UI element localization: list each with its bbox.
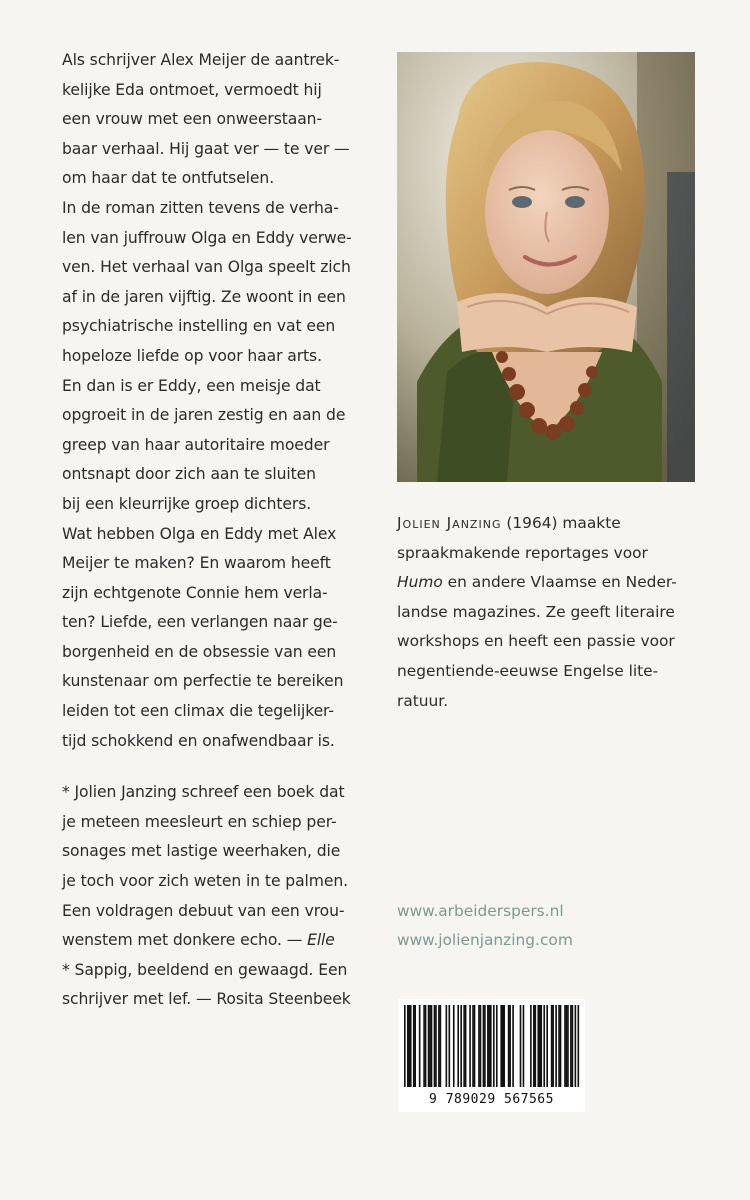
barcode-bar: [414, 1005, 416, 1087]
quote-line: * Sappig, beeldend en gewaagd. Een: [62, 960, 348, 979]
author-name: Jolien Janzing: [397, 514, 502, 532]
barcode-bar: [572, 1005, 574, 1087]
barcode-bar: [543, 1005, 545, 1087]
barcode-bar: [490, 1005, 492, 1087]
barcode-bar: [535, 1005, 537, 1087]
barcode-bar: [474, 1005, 476, 1087]
barcode-bar: [552, 1005, 554, 1087]
barcode-bar: [407, 1005, 409, 1087]
barcode-bar: [489, 1005, 491, 1087]
barcode-bar: [567, 1005, 569, 1087]
blurb-line: borgenheid en de obsessie van een: [62, 642, 337, 661]
author-website-link[interactable]: www.jolienjanzing.com: [397, 931, 573, 949]
barcode-bar: [487, 1005, 489, 1087]
barcode-bar: [472, 1005, 474, 1087]
barcode-bar: [463, 1005, 465, 1087]
barcode-bar: [410, 1005, 412, 1087]
barcode-bar: [558, 1005, 560, 1087]
barcode-bar: [512, 1005, 514, 1087]
quote-source-elle: Elle: [307, 931, 335, 950]
press-quote-elle: [62, 778, 362, 926]
quote-line: je toch voor zich weten in te palmen.: [62, 872, 349, 891]
barcode-bar: [408, 1005, 410, 1087]
blurb-line: om haar dat te ontfutselen.: [62, 169, 275, 188]
quote-line: * Jolien Janzing schreef een boek dat: [62, 783, 345, 802]
barcode-bar: [502, 1005, 504, 1087]
press-quote-elle-last-line: wenstem met donkere echo. — Elle: [62, 931, 335, 950]
blurb-line: baar verhaal. Hij gaat ver — te ver —: [62, 139, 350, 158]
barcode-bar: [500, 1005, 502, 1087]
barcode-bar: [523, 1005, 525, 1087]
barcode-bar: [484, 1005, 486, 1087]
barcode-bar: [537, 1005, 539, 1087]
blurb-line: len van juffrouw Olga en Eddy verwe-: [62, 228, 352, 247]
barcode-bar: [440, 1005, 442, 1087]
isbn-barcode: [398, 999, 585, 1112]
blurb-line: kunstenaar om perfectie te bereiken: [62, 672, 344, 691]
barcode-bar: [555, 1005, 557, 1087]
barcode-bar: [533, 1005, 535, 1087]
blurb-line: ten? Liefde, een verlangen naar ge-: [62, 613, 338, 632]
barcode-bar: [448, 1005, 450, 1087]
barcode-bar: [435, 1005, 437, 1087]
barcode-bar: [425, 1005, 427, 1087]
blurb-line: Wat hebben Olga en Eddy met Alex: [62, 524, 337, 543]
paragraph-gap: [62, 756, 362, 778]
barcode-bar: [520, 1005, 522, 1087]
barcode-bar: [540, 1005, 542, 1087]
blurb-line: ven. Het verhaal van Olga speelt zich: [62, 258, 351, 277]
author-portrait-icon: [397, 52, 695, 482]
barcode-bar: [575, 1005, 577, 1087]
barcode-bar: [578, 1005, 580, 1087]
barcode-bar: [508, 1005, 510, 1087]
blurb-line: tijd schokkend en onafwendbaar is.: [62, 731, 335, 750]
publisher-website-link[interactable]: www.arbeiderspers.nl: [397, 902, 564, 920]
barcode-bar: [551, 1005, 553, 1087]
blurb-summary: [62, 46, 362, 756]
blurb-line: hopeloze liefde op voor haar arts.: [62, 346, 322, 365]
quote-line: Een voldragen debuut van een vrou-: [62, 901, 345, 920]
blurb-line: Als schrijver Alex Meijer de aantrek-: [62, 51, 340, 69]
barcode-bar: [428, 1005, 430, 1087]
barcode-bar: [566, 1005, 568, 1087]
quote-line: schrijver met lef. — Rosita Steenbeek: [62, 990, 351, 1009]
barcode-bar: [413, 1005, 415, 1087]
barcode-bar: [493, 1005, 495, 1087]
website-links: [397, 897, 573, 955]
barcode-bar: [431, 1005, 433, 1087]
blurb-line: zijn echtgenote Connie hem verla-: [62, 583, 328, 602]
barcode-bar: [570, 1005, 572, 1087]
isbn-number: 9 789029 567565: [429, 1092, 554, 1107]
barcode-bar: [560, 1005, 562, 1087]
barcode-bar: [509, 1005, 511, 1087]
barcode-bar: [419, 1005, 421, 1087]
blurb-line: leiden tot een climax die tegelijker-: [62, 702, 334, 721]
blurb-line: greep van haar autoritaire moeder: [62, 435, 330, 454]
quote-line: je meteen meesleurt en schiep per-: [62, 812, 337, 831]
blurb-line: psychiatrische instelling en vat een: [62, 317, 336, 336]
barcode-bar: [478, 1005, 480, 1087]
barcode-bar: [483, 1005, 485, 1087]
barcode-bar: [423, 1005, 425, 1087]
blurb-line: een vrouw met een onweerstaan-: [62, 110, 322, 129]
magazine-name: Humo: [397, 573, 443, 592]
author-bio: Jolien Janzing (1964) maakte spraakmakende reportages voor Humo en andere Vlaamse en Neder- landse magazines. Ze geeft literaire workshops en heeft een passie voor negentiende-eeuwse Engelse lite- ratuur.: [397, 514, 677, 710]
barcode-bar: [546, 1005, 548, 1087]
barcode-bar: [465, 1005, 467, 1087]
blurb-line: En dan is er Eddy, een meisje dat: [62, 376, 321, 395]
barcode-bar: [434, 1005, 436, 1087]
barcode-bar: [564, 1005, 566, 1087]
barcode-bar: [539, 1005, 541, 1087]
blurb-line: kelijke Eda ontmoet, vermoedt hij: [62, 80, 322, 99]
barcode-bar: [438, 1005, 440, 1087]
barcode-bar: [429, 1005, 431, 1087]
blurb-line: ontsnapt door zich aan te sluiten: [62, 465, 316, 484]
barcode-bar: [453, 1005, 455, 1087]
barcode-bar: [446, 1005, 448, 1087]
barcode-bar: [457, 1005, 459, 1087]
press-quote-steenbeek: [62, 956, 362, 1015]
barcode-bar: [404, 1005, 406, 1087]
blurb-line: opgroeit in de jaren zestig en aan de: [62, 406, 346, 425]
author-photo: [397, 52, 695, 482]
blurb-line: af in de jaren vijftig. Ze woont in een: [62, 287, 346, 306]
blurb-line: In de roman zitten tevens de verha-: [62, 198, 339, 217]
barcode-bar: [480, 1005, 482, 1087]
blurb-line: Meijer te maken? En waarom heeft: [62, 554, 331, 573]
barcode-bar: [496, 1005, 498, 1087]
barcode-bar: [530, 1005, 532, 1087]
blurb-line: bij een kleurrijke groep dichters.: [62, 494, 312, 513]
barcode-bar: [503, 1005, 505, 1087]
barcode-bar: [460, 1005, 462, 1087]
quote-line: sonages met lastige weerhaken, die: [62, 842, 341, 861]
barcode-bar: [469, 1005, 471, 1087]
blurb-text: [62, 46, 362, 1015]
